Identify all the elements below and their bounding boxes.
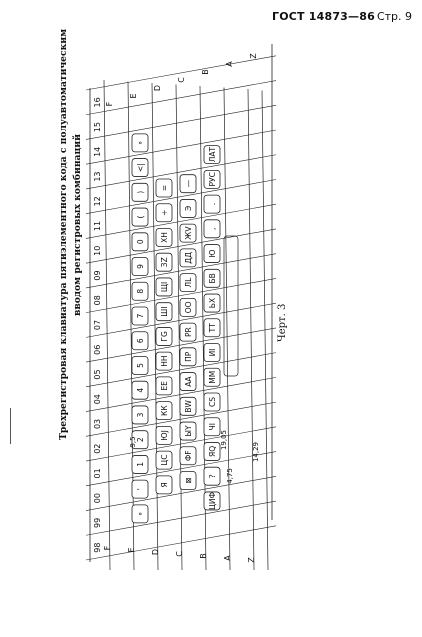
key-label: . [208, 202, 217, 206]
key-label: ЖV [184, 226, 193, 240]
key-label: 6 [136, 338, 145, 344]
key-label: ) [136, 190, 145, 194]
key-label: 8 [136, 288, 145, 294]
column-label: 14 [93, 146, 102, 157]
key-label: 2 [136, 437, 145, 443]
dimension-label-4: 4,75 [226, 468, 234, 484]
row-label-left: D [151, 548, 160, 556]
column-label: 02 [93, 443, 102, 454]
key-label: ИI [208, 348, 217, 357]
row-divider [104, 80, 110, 570]
row-label-right: F [105, 101, 114, 107]
key-label: = [160, 184, 169, 192]
row-label-left: A [223, 555, 232, 561]
column-label: 04 [93, 394, 102, 405]
row-divider [248, 89, 254, 570]
key-label: ЗZ [160, 257, 169, 268]
key-label: ФF [184, 450, 193, 462]
key-label: АА [184, 376, 193, 387]
column-label: 10 [93, 245, 102, 256]
key-label: ММ [208, 370, 217, 384]
key-label: ТТ [208, 323, 217, 333]
column-label: 00 [93, 493, 102, 504]
row-label-right: E [129, 93, 138, 99]
column-label: 99 [93, 517, 102, 528]
row-label-right: A [225, 61, 234, 67]
key-label: ? [208, 474, 217, 479]
dimension-label-3: 19,05 [220, 429, 228, 451]
key-label: ЩI [160, 281, 169, 293]
key-label: ЕЕ [160, 381, 169, 391]
key-label: ( [136, 215, 145, 219]
key-label: ЦИФ [208, 491, 217, 510]
key-label: ЫY [184, 425, 193, 437]
column-label: 06 [93, 344, 102, 355]
dimension-label-1: 9,5 [129, 436, 137, 448]
key-label: — [184, 179, 193, 188]
column-label: 08 [93, 295, 102, 306]
key-label: 9 [136, 264, 145, 269]
key-label: ВW [184, 400, 193, 413]
column-divider [86, 105, 276, 139]
caption-title-line1: Трехрегистровая клавиатура пятиэлементного кода с полуавтоматическим [58, 28, 69, 440]
key-label: ЧI [208, 423, 217, 431]
column-label: 09 [93, 270, 102, 281]
key-label: СS [208, 396, 217, 407]
row-label-left: B [199, 553, 208, 559]
row-label-left: E [127, 547, 136, 553]
column-divider [86, 56, 276, 90]
key-label: ЦС [160, 454, 169, 466]
column-divider [86, 81, 276, 115]
row-label-left: F [103, 545, 112, 551]
row-label-right: D [153, 84, 162, 92]
column-label: 11 [93, 220, 102, 232]
key-label: ⚬ [136, 139, 145, 146]
figure-label: Черт. 3 [277, 303, 288, 342]
key-label: Я [160, 482, 169, 488]
key-label: 4 [136, 387, 145, 393]
key-label: 3 [136, 412, 145, 418]
key-label: ГG [160, 331, 169, 342]
column-label: 12 [93, 196, 102, 207]
column-label: 03 [93, 418, 102, 430]
key-label: <| [136, 163, 145, 172]
column-label: 05 [93, 369, 102, 380]
row-divider [224, 88, 230, 571]
key-label: КК [160, 405, 169, 416]
key-label: ЛАТ [208, 146, 217, 163]
caption-title-line2: вводом регистровых комбинаций [72, 134, 83, 316]
key-label: ДД [184, 252, 193, 264]
column-label: 01 [93, 468, 102, 479]
key-label: ОО [184, 301, 193, 314]
key-label: РУС [208, 172, 217, 187]
column-label: 07 [93, 319, 102, 331]
key-label: ЛL [184, 277, 193, 288]
column-label: 98 [93, 542, 102, 553]
key-label: ЮJ [160, 430, 169, 441]
key-label: ' [136, 488, 145, 491]
page-number: Стр. 9 [376, 10, 412, 23]
key-label: , [208, 227, 217, 231]
key-label: ⚬ [136, 510, 145, 518]
key-label: РR [184, 327, 193, 337]
row-divider [152, 83, 158, 570]
keyboard-keys [132, 134, 238, 523]
key-label: БВ [208, 273, 217, 284]
column-label: 15 [93, 122, 103, 133]
key-label: 7 [136, 313, 145, 319]
key-label: Э [184, 205, 193, 212]
key-label: НН [160, 355, 169, 367]
column-label: 16 [93, 97, 102, 108]
row-label-right: B [201, 69, 210, 75]
key-label: 1 [136, 462, 145, 467]
dimension-label-2: 14,29 [252, 441, 260, 463]
key-label: ПР [184, 351, 193, 362]
key-label: ÷ [160, 209, 169, 216]
key-label: ⊠ [184, 477, 193, 484]
key-label: ЬХ [208, 297, 217, 309]
column-label: 13 [93, 171, 102, 182]
column-divider [86, 130, 276, 164]
key-label: ХН [160, 232, 169, 243]
standard-number: ГОСТ 14873—86 [272, 10, 375, 23]
key-label: ЯQ [208, 445, 217, 458]
row-label-right: C [177, 77, 186, 83]
row-label-left: Z [247, 557, 256, 563]
key-label: Ю [208, 249, 217, 258]
key-label: ШI [160, 306, 169, 317]
row-label-left: C [175, 551, 184, 557]
row-label-right: Z [249, 53, 258, 59]
key-label: 0 [136, 239, 145, 245]
key-label: 5 [136, 363, 145, 368]
